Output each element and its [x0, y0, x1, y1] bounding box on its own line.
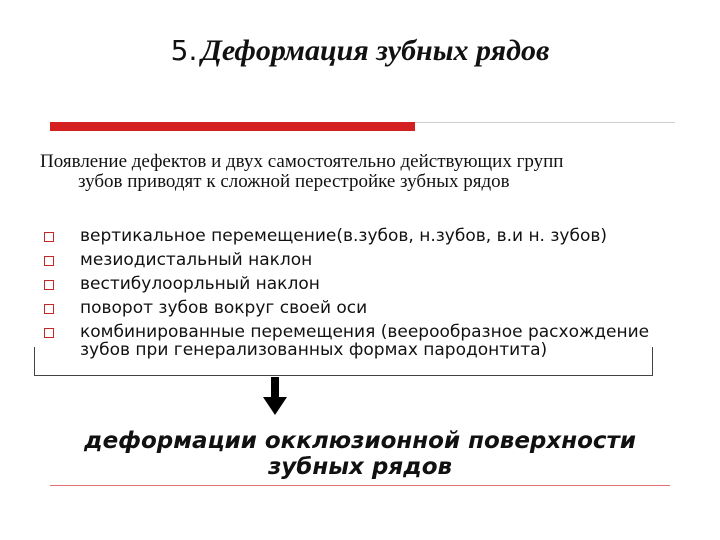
list-item — [44, 272, 684, 296]
conclusion-line-2: зубных рядов — [267, 454, 453, 480]
down-arrow-shaft — [271, 377, 279, 399]
slide-title-text: Деформация зубных рядов — [201, 34, 550, 67]
slide-number: 5. — [170, 34, 198, 67]
title-accent-bar — [50, 122, 415, 131]
intro-paragraph — [40, 152, 680, 192]
intro-line-1: Появление дефектов и двух самостоятельно действующих групп — [40, 151, 564, 172]
bullet-list — [44, 224, 684, 359]
intro-line-2: зубов приводят к сложной перестройке зубных рядов — [78, 171, 510, 192]
bullet-square-icon — [44, 256, 54, 266]
list-item-text: комбинированные перемещения (веерообразное расхождение — [80, 322, 650, 342]
slide-title — [0, 34, 720, 68]
bullet-square-icon — [44, 328, 54, 338]
bullet-square-icon — [44, 280, 54, 290]
list-item-text: поворот зубов вокруг своей оси — [80, 298, 368, 318]
list-item-text: вестибулоорльный наклон — [80, 274, 320, 294]
conclusion-line-1: деформации окклюзионной поверхности — [84, 428, 636, 454]
list-item — [44, 224, 684, 248]
list-item — [44, 248, 684, 272]
bullet-square-icon — [44, 304, 54, 314]
bottom-divider — [50, 485, 670, 486]
bullet-square-icon — [44, 232, 54, 242]
list-item — [44, 296, 684, 320]
conclusion — [0, 428, 720, 480]
list-item-text: мезиодистальный наклон — [80, 250, 313, 270]
down-arrow-icon — [263, 397, 287, 415]
list-item-continuation: зубов при генерализованных формах пародонтита) — [80, 340, 548, 360]
list-item-text: вертикальное перемещение(в.зубов, н.зубов, в.и н. зубов) — [80, 226, 607, 246]
grouping-bracket — [34, 347, 653, 376]
